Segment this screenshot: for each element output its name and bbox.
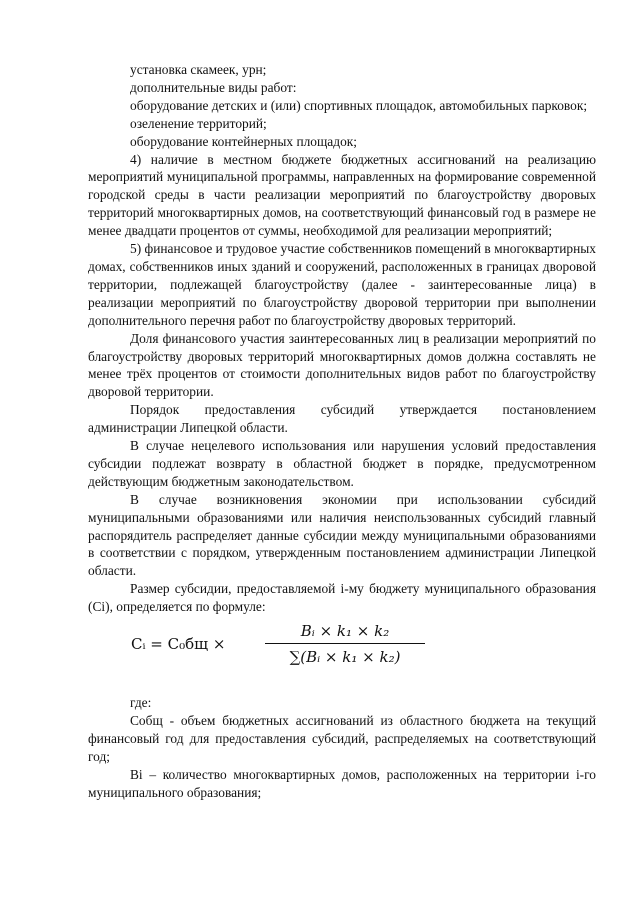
paragraph: 5) финансовое и трудовое участие собственников помещений в многоквартирных домах, собственников иных зданий и сооружений, расположенных в границах дворовой территории, подлежащей благоустройству (далее - заинтересованные лица) в реализации мероприятий по благоустройству дворовой территории при выполнении дополнительного перечня работ по благоустройству дворовых территорий.	[88, 241, 596, 328]
paragraph: Cобщ - объем бюджетных ассигнований из областного бюджета на текущий финансовый год для предоставления субсидий, распределяемых на соответствующий год;	[88, 713, 596, 764]
paragraph: Доля финансового участия заинтересованных лиц в реализации мероприятий по благоустройству дворовых территорий многоквартирных домов должна составлять не менее трёх процентов от стоимости дополнительных видов работ по благоустройству дворовой территории.	[88, 330, 596, 400]
paragraph: 4) наличие в местном бюджете бюджетных ассигнований на реализацию мероприятий муниципальной программы, направленных на формирование современной городской среды в части реализации мероприятий по благоустройству дворовых территорий многоквартирных домов, на соответствующий финансовый год в размере не менее двадцати процентов от суммы, необходимой для реализации мероприятий;	[88, 151, 596, 239]
paragraphs-before-formula	[88, 61, 596, 616]
paragraph: озеленение территорий;	[130, 115, 267, 131]
formula-spacer	[88, 672, 596, 694]
paragraph: Bi – количество многоквартирных домов, расположенных на территории i-го муниципального образования;	[88, 766, 596, 800]
paragraph: Порядок предоставления субсидий утверждается постановлением администрации Липецкой области.	[88, 402, 596, 436]
formula-denominator: ∑(Bᵢ × k₁ × k₂)	[289, 648, 401, 667]
formula-fraction	[265, 620, 425, 668]
fraction-bar	[265, 643, 425, 644]
paragraph: оборудование детских и (или) спортивных площадок, автомобильных парковок;	[130, 97, 588, 113]
paragraph: где:	[130, 695, 152, 711]
paragraph: В случае нецелевого использования или нарушения условий предоставления субсидии подлежат возврату в областной бюджет в порядке, предусмотренном действующим бюджетным законодательством.	[88, 438, 596, 489]
paragraph: оборудование контейнерных площадок;	[130, 133, 357, 149]
subsidy-formula	[88, 620, 596, 672]
paragraph: Размер субсидии, предоставляемой i-му бюджету муниципального образования (Ci), определяется по формуле:	[88, 581, 596, 615]
formula-lhs: Cᵢ = C₀бщ ×	[131, 635, 226, 654]
document-body	[88, 61, 596, 802]
paragraphs-after-formula	[88, 694, 596, 801]
paragraph: установка скамеек, урн;	[130, 62, 267, 77]
paragraph: дополнительные виды работ:	[130, 79, 297, 95]
formula-numerator: Bᵢ × k₁ × k₂	[300, 622, 390, 641]
paragraph: В случае возникновения экономии при использовании субсидий муниципальными образованиями или наличия неиспользованных субсидий главный распорядитель распределяет данные субсидии между муниципальными образованиями в соответствии с порядком, утвержденным постановлением администрации Липецкой области.	[88, 491, 596, 579]
